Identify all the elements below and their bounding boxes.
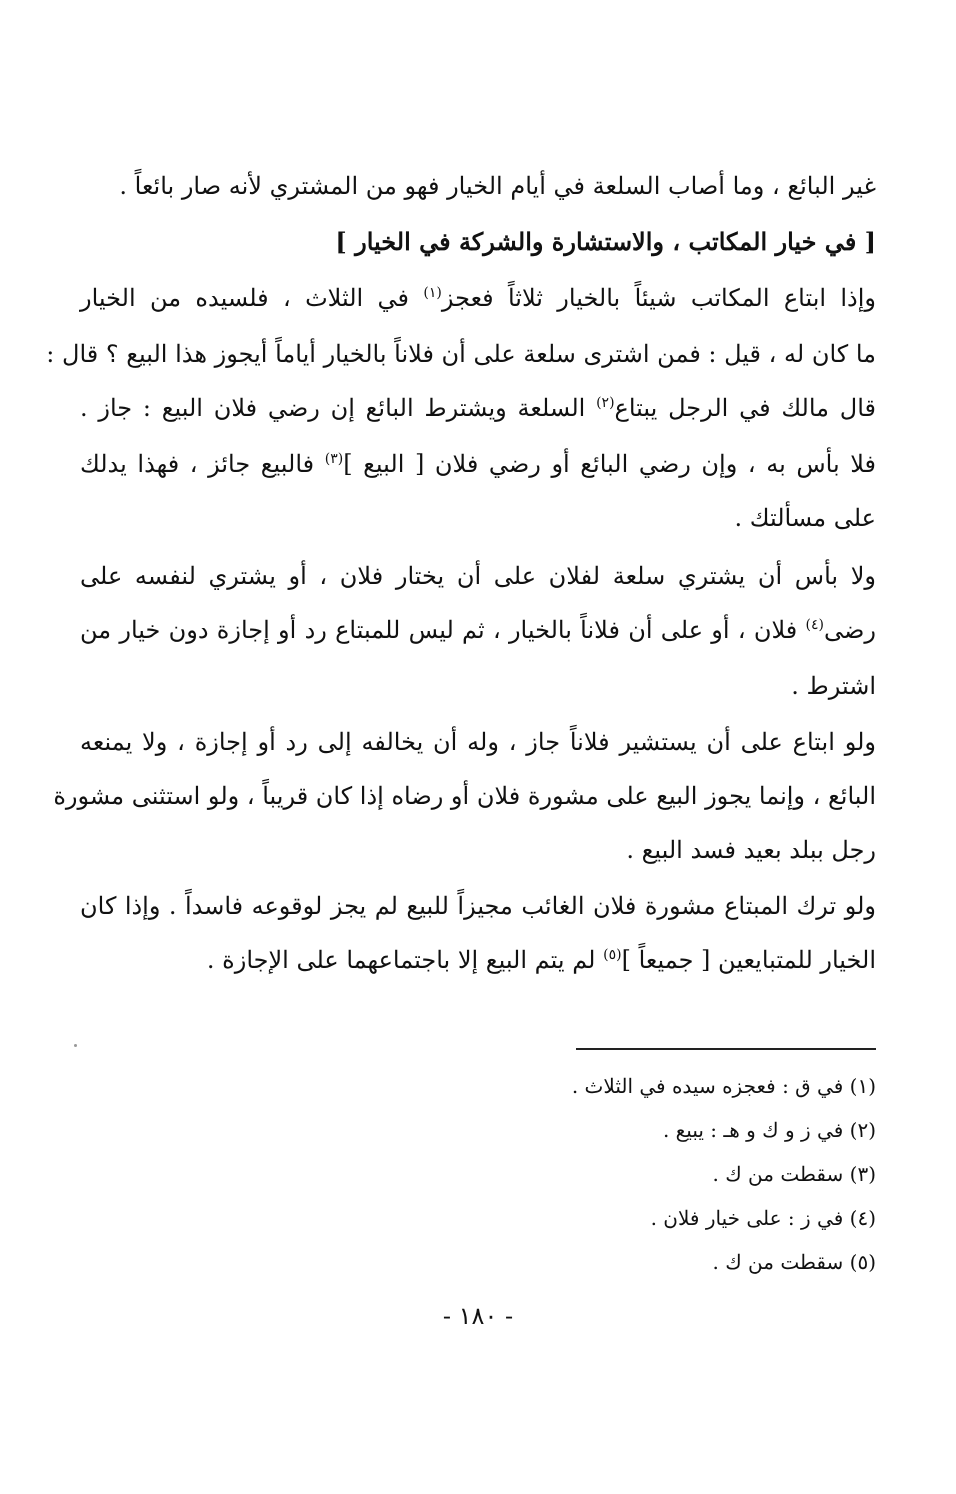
text-line-7: على مسألتك . [734, 504, 876, 532]
page-number: - ١٨٠ - [442, 1302, 514, 1330]
text-line-10: اشترط . [791, 672, 876, 700]
main-text [46, 162, 877, 974]
footnote-separator [576, 1048, 876, 1050]
footnote-5: (٥) سقطت من ك . [712, 1250, 876, 1274]
footnote-4: (٤) في ز : على خيار فلان . [650, 1206, 876, 1230]
text-line-4: ما كان له ، قيل : فمن اشترى سلعة على أن فلاناً بالخيار أياماً أيجوز هذا البيع ؟ قال : [46, 340, 876, 368]
text-line-9: رضى$^{(٤)}$ فلان ، أو على أن فلاناً بالخيار ، ثم ليس للمبتاع رد أو إجازة دون خيار من [80, 616, 876, 644]
footnote-ref-4: (٤) [805, 617, 824, 633]
text-line-11: ولو ابتاع على أن يستشير فلاناً جاز ، وله أن يخالفه إلى رد أو إجازة ، ولا يمنعه [80, 728, 877, 756]
text-line-12: البائع ، وإنما يجوز البيع على مشورة فلان أو رضاه إذا كان قريباً ، ولو استثنى مشورة [53, 782, 876, 810]
speck [74, 1044, 77, 1047]
text-line-6: فلا بأس به ، وإن رضي البائع أو رضي فلان [ البيع ]$^{(٣)}$ فالبيع جائز ، فهذا يدلك [80, 450, 876, 478]
footnote-3: (٣) سقطت من ك . [712, 1162, 876, 1186]
text-line-8: ولا بأس أن يشتري سلعة لفلان على أن يختار فلان ، أو يشتري لنفسه على [80, 562, 876, 590]
footnote-ref-2: (٢) [596, 395, 615, 411]
footnote-2: (٢) في ز و ك و هـ : يبيع . [662, 1118, 876, 1142]
text-line-14: ولو ترك المبتاع مشورة فلان الغائب مجيزاً للبيع لم يجز لوقوعه فاسداً . وإذا كان [80, 892, 876, 920]
section-heading: [ في خيار المكاتب ، والاستشارة والشركة في الخيار ] [335, 227, 876, 256]
text-line-1: غير البائع ، وما أصاب السلعة في أيام الخيار فهو من المشتري لأنه صار بائعاً . [119, 172, 876, 200]
text-line-13: رجل ببلد بعيد فسد البيع . [626, 836, 876, 864]
footnote-ref-1: (١) [423, 285, 442, 301]
footnote-ref-5: (٥) [603, 947, 622, 963]
footnote-1: (١) في ق : فعجزه سيده في الثلاث . [571, 1074, 876, 1098]
text-line-5: قال مالك في الرجل يبتاع$^{(٢)}$ السلعة ويشترط البائع إن رضي فلان البيع : جاز . [80, 394, 877, 422]
footnote-ref-3: (٣) [324, 451, 344, 467]
text-line-15: الخيار للمتبايعين [ جميعاً ]$^{(٥)}$ لم يتم البيع إلا باجتماعهما على الإجازة . [206, 946, 876, 974]
text-line-3: وإذا ابتاع المكاتب شيئاً بالخيار ثلاثاً فعجز$^{(١)}$ في الثلاث ، فلسيده من الخيار [80, 284, 876, 312]
